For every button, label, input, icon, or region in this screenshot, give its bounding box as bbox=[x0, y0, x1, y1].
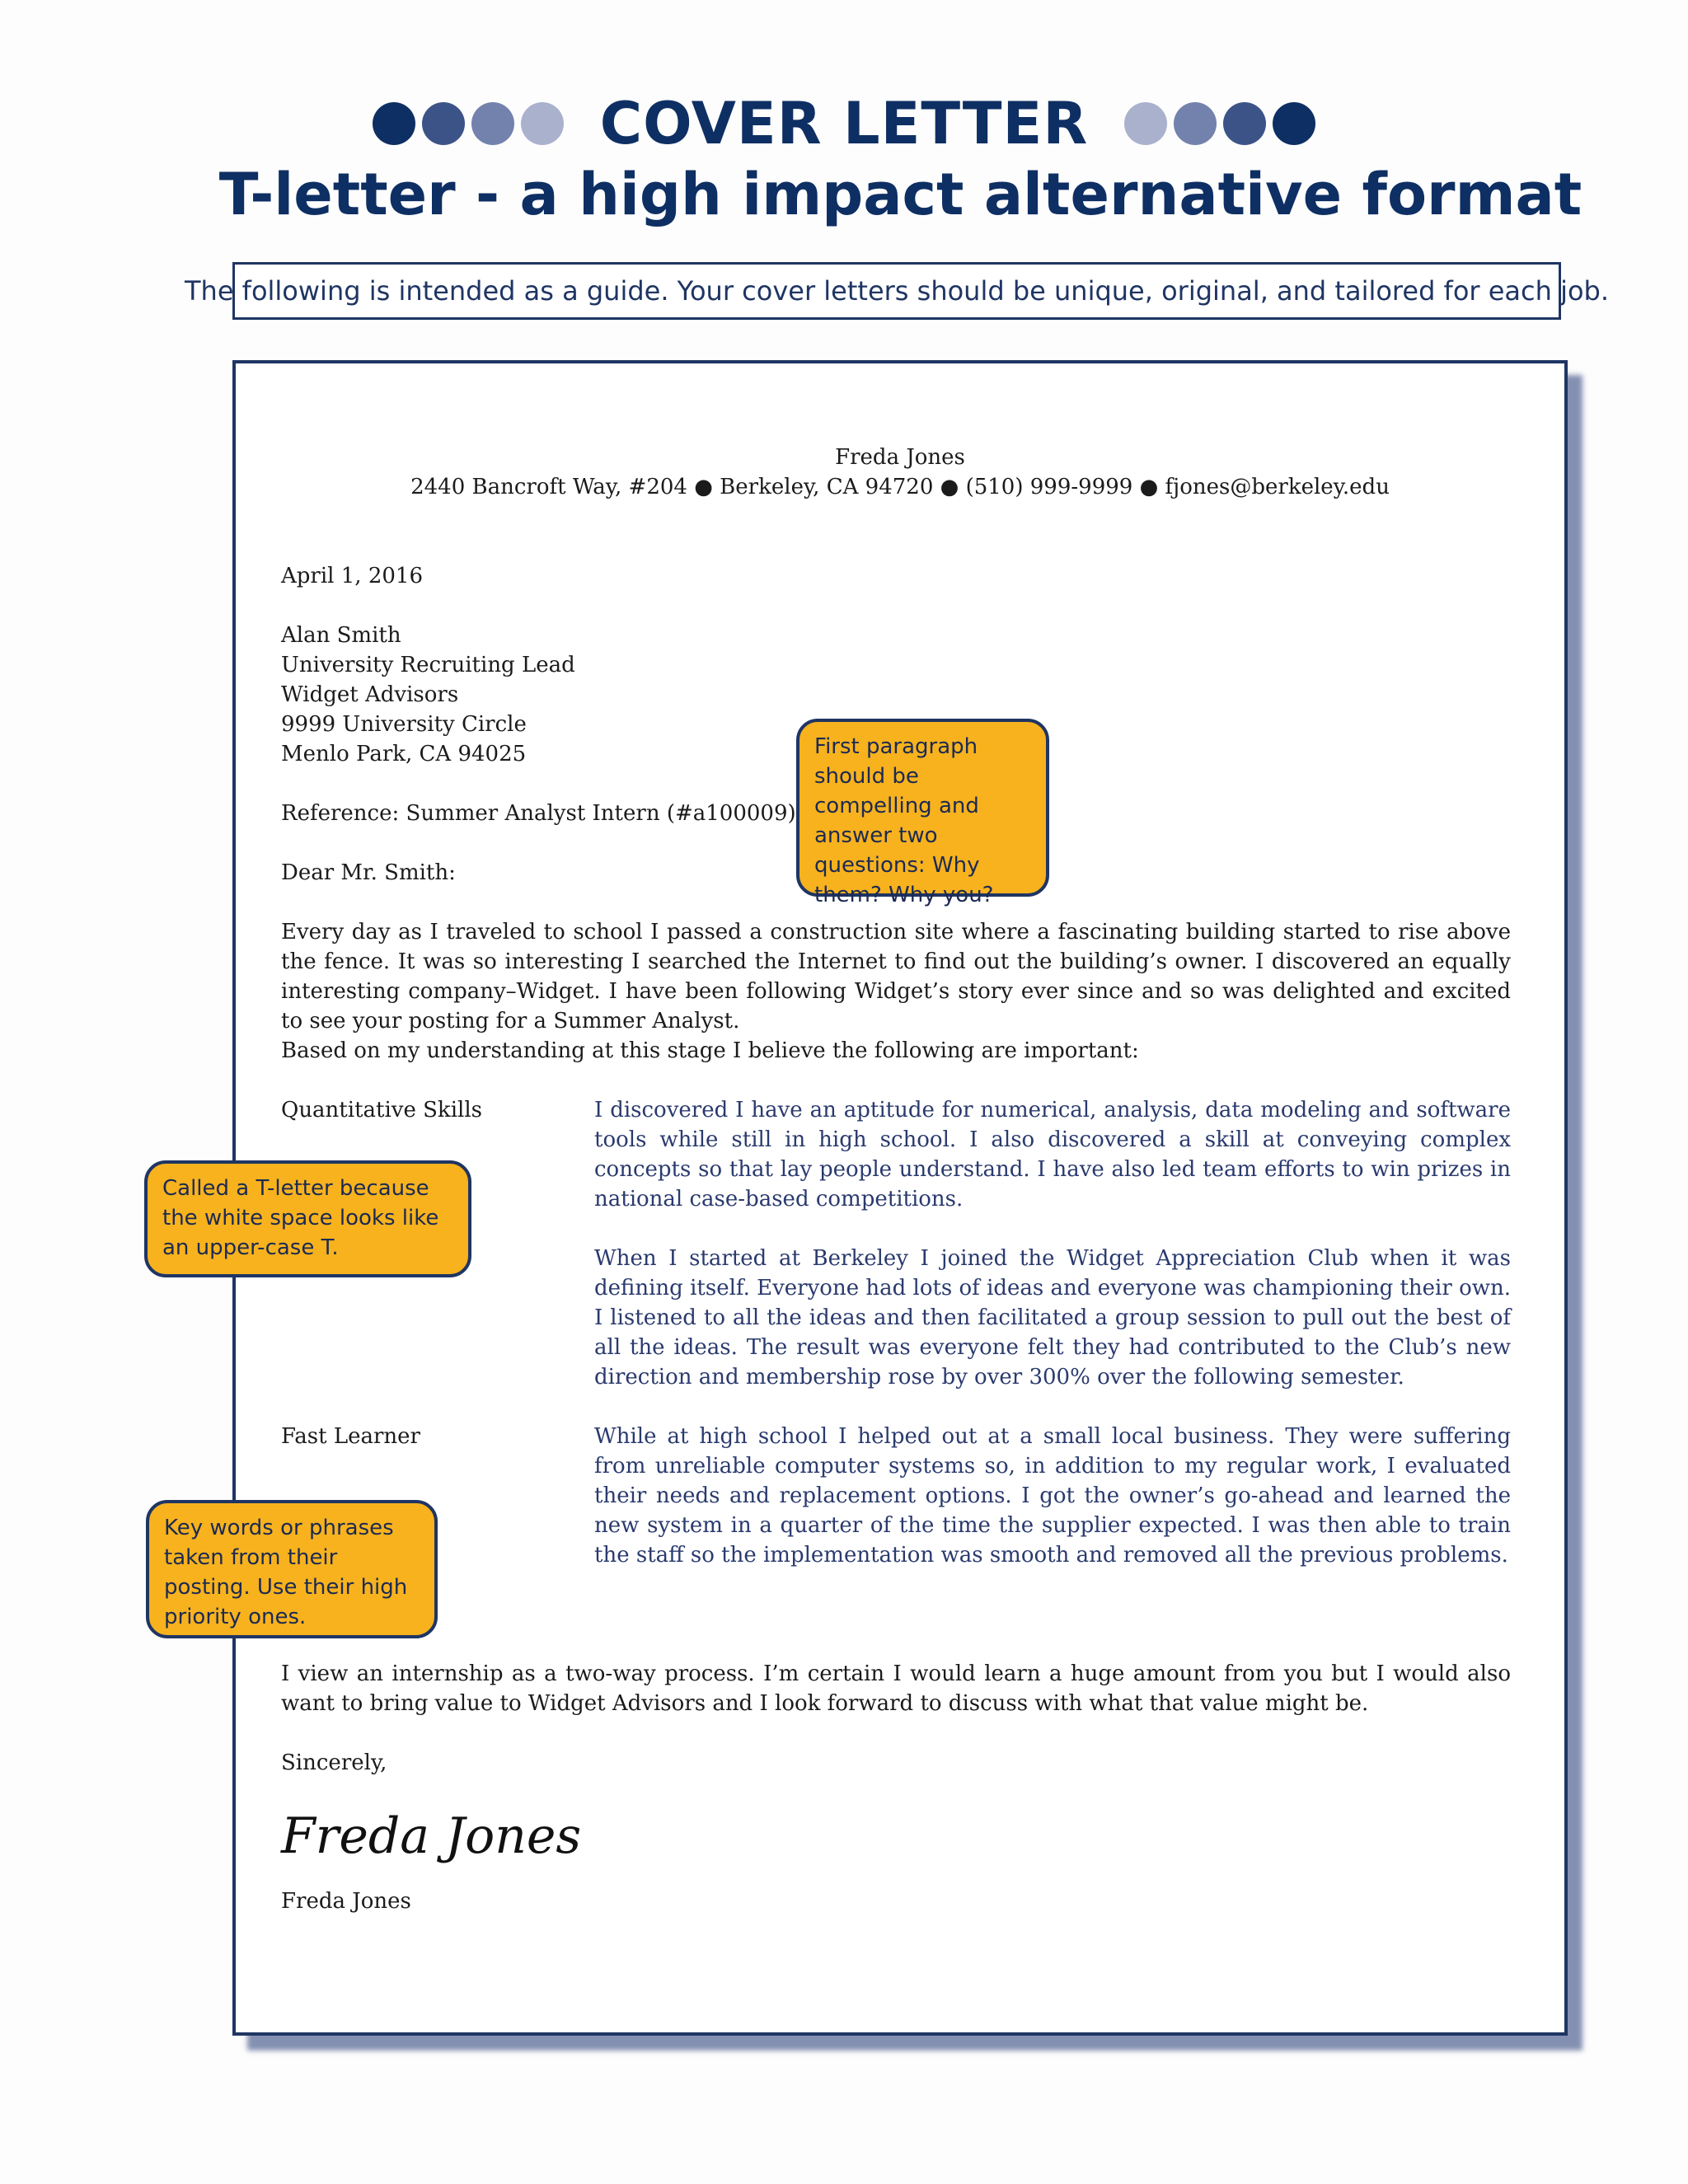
page-subtitle: T-letter - a high impact alternative format bbox=[218, 161, 1582, 228]
letter-date: April 1, 2016 bbox=[281, 564, 423, 588]
t-row-text: I discovered I have an aptitude for numerical, analysis, data modeling and software tools while still in high school. I also discovered a skill at conveying complex concepts so that lay people understand. I have also led team efforts to win prizes in national case-based competitions. bbox=[594, 1098, 1511, 1212]
dot bbox=[521, 102, 564, 145]
callout-t-letter: Called a T-letter because the white space looks like an upper-case T. bbox=[144, 1160, 471, 1277]
guide-note: The following is intended as a guide. Your cover letters should be unique, original, and tailored for each job. bbox=[232, 262, 1561, 320]
t-row-label: Quantitative Skills bbox=[281, 1098, 482, 1122]
callout-first-paragraph: First paragraph should be compelling and answer two questions: Why them? Why you? bbox=[796, 719, 1049, 897]
recipient-company: Widget Advisors bbox=[281, 682, 459, 707]
t-row-label: Fast Learner bbox=[281, 1424, 420, 1449]
dot bbox=[373, 102, 415, 145]
title-row bbox=[0, 87, 1688, 161]
dot bbox=[1223, 102, 1266, 145]
callout-key-words: Key words or phrases taken from their posting. Use their high priority ones. bbox=[146, 1500, 438, 1638]
dot bbox=[1124, 102, 1167, 145]
recipient-name: Alan Smith bbox=[281, 623, 401, 648]
dot bbox=[1174, 102, 1217, 145]
closing-paragraph: I view an internship as a two-way process. I’m certain I would learn a huge amount from you but I would also want to bring value to Widget Advisors and I look forward to discuss with what that value might be. bbox=[281, 1661, 1511, 1716]
dot bbox=[422, 102, 465, 145]
intro-paragraph: Every day as I traveled to school I passed a construction site where a fascinating building started to rise above the fence. It was so interesting I searched the Internet to find out the building’s owner. I discovered an equally interesting company–Widget. I have been following Widget’s story ever since and so was delighted and excited to see your posting for a Summer Analyst. bbox=[281, 920, 1511, 1033]
printed-name: Freda Jones bbox=[281, 1889, 411, 1914]
page-title: COVER LETTER bbox=[599, 90, 1089, 157]
recipient-street: 9999 University Circle bbox=[281, 712, 527, 737]
recipient-city: Menlo Park, CA 94025 bbox=[281, 742, 527, 766]
right-dots-decoration bbox=[1124, 102, 1315, 145]
lead-in-sentence: Based on my understanding at this stage I believe the following are important: bbox=[281, 1038, 1139, 1063]
reference-line: Reference: Summer Analyst Intern (#a100009) bbox=[281, 801, 796, 826]
left-dots-decoration bbox=[373, 102, 564, 145]
dot bbox=[1273, 102, 1315, 145]
t-row-text: While at high school I helped out at a small local business. They were suffering from unreliable computer systems so, in addition to my regular work, I evaluated their needs and replacement options. I got the owner’s go-ahead and learned the new system in a quarter of the time the supplier expected. I was then able to train the staff so the implementation was smooth and removed all the previous problems. bbox=[594, 1424, 1511, 1568]
sign-off: Sincerely, bbox=[281, 1750, 387, 1775]
dot bbox=[471, 102, 514, 145]
salutation: Dear Mr. Smith: bbox=[281, 860, 456, 885]
sender-name: Freda Jones bbox=[835, 445, 965, 470]
t-row-text: When I started at Berkeley I joined the Widget Appreciation Club when it was defining itself. Everyone had lots of ideas and everyone was championing their own. I listened to all the ideas and then facilitated a group session to pull out the best of all the ideas. The result was everyone felt they had contributed to the Club’s new direction and membership rose by over 300% over the following semester. bbox=[594, 1246, 1511, 1390]
recipient-title: University Recruiting Lead bbox=[281, 653, 575, 677]
sender-contact: 2440 Bancroft Way, #204 ● Berkeley, CA 94720 ● (510) 999-9999 ● fjones@berkeley.edu bbox=[410, 475, 1390, 499]
handwritten-signature: Freda Jones bbox=[281, 1807, 582, 1865]
